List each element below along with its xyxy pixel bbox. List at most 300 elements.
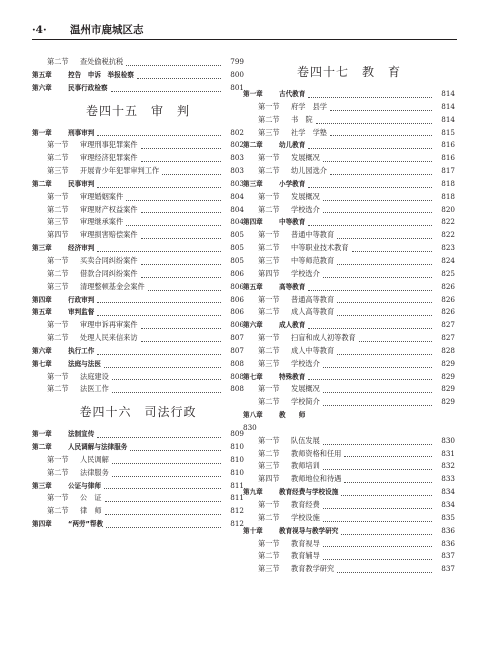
toc-row-page: 802 — [230, 140, 244, 150]
toc-row-label: 第一章 — [32, 128, 52, 137]
toc-row-title: 社学 学塾 — [291, 127, 327, 137]
dot-leader — [341, 534, 432, 535]
toc-row-label: 第二章 — [243, 141, 263, 150]
toc-row-label: 第一节 — [258, 101, 280, 111]
toc-row-label: 第一节 — [258, 230, 280, 240]
toc-row-title: 民事行政检察 — [68, 83, 108, 92]
toc-section-row[interactable] — [243, 383, 455, 396]
toc-row-label: 第五章 — [32, 70, 52, 79]
toc-section-row[interactable] — [243, 332, 455, 345]
toc-row-title: 处理人民来信来访 — [80, 333, 138, 343]
toc-row-title: 学校简介 — [291, 397, 320, 407]
toc-row-page: 810 — [230, 467, 244, 477]
toc-row-page: 831 — [441, 448, 455, 458]
toc-row-label: 第七章 — [243, 372, 263, 381]
toc-row-label: 第二节 — [258, 512, 280, 522]
toc-chapter-row[interactable] — [32, 345, 244, 358]
dot-leader — [308, 187, 432, 188]
toc-row-label: 第一章 — [32, 430, 52, 439]
toc-section-row[interactable] — [243, 268, 455, 281]
toc-section-row[interactable] — [32, 319, 244, 332]
toc-row-title: 行政审判 — [68, 295, 95, 304]
dot-leader — [337, 238, 432, 239]
toc-row-page: 803 — [230, 166, 244, 176]
toc-row-page: 829 — [441, 358, 455, 368]
dot-leader — [162, 174, 221, 175]
toc-row-label: 第一节 — [47, 371, 69, 381]
toc-section-row[interactable] — [243, 435, 455, 448]
toc-row-title: 教育视导 — [291, 538, 320, 548]
toc-row-label: 第二节 — [258, 551, 280, 561]
toc-row-label: 第二节 — [47, 506, 69, 516]
toc-section-row[interactable] — [243, 499, 455, 512]
toc-row-page: 805 — [230, 255, 244, 265]
toc-row-page: 836 — [441, 538, 455, 548]
toc-row-page: 825 — [441, 268, 455, 278]
toc-chapter-row[interactable] — [243, 281, 455, 294]
toc-row-title: 学校选介 — [291, 204, 320, 214]
toc-row-title: 律 师 — [80, 506, 102, 516]
toc-row-page: 826 — [441, 307, 455, 317]
toc-row-label: 第二节 — [47, 467, 69, 477]
toc-section-row[interactable] — [32, 56, 244, 69]
toc-row-page: 816 — [441, 153, 455, 163]
toc-row-title: 队伍发展 — [291, 435, 320, 445]
toc-row-title: 教育经费 — [291, 500, 320, 509]
toc-row-title: 教育视导与教学研究 — [279, 526, 339, 535]
dot-leader — [323, 200, 432, 201]
toc-row-page: 814 — [441, 89, 455, 98]
toc-row-label: 第三节 — [47, 217, 69, 227]
toc-section-row[interactable] — [32, 281, 244, 294]
dot-leader — [105, 501, 221, 502]
toc-section-row[interactable] — [243, 114, 455, 127]
toc-section-row[interactable] — [32, 152, 244, 165]
toc-section-row[interactable] — [32, 505, 244, 518]
toc-section-row[interactable] — [243, 255, 455, 268]
toc-row-page: 834 — [441, 487, 455, 497]
toc-row-label: 第二节 — [258, 397, 280, 407]
toc-row-page: 827 — [441, 333, 455, 343]
toc-chapter-row[interactable] — [243, 139, 455, 152]
toc-section-row[interactable] — [243, 191, 455, 204]
toc-row-page: 811 — [230, 493, 244, 503]
toc-group-vol45 — [32, 127, 244, 397]
toc-row-page: 811 — [230, 480, 244, 490]
toc-row-title: 书 院 — [291, 114, 313, 124]
toc-row-label: 第三节 — [258, 127, 280, 137]
toc-group-vol47a — [243, 88, 455, 409]
dot-leader — [112, 476, 221, 477]
toc-row-label: 第一节 — [47, 255, 69, 265]
toc-row-label: 第一节 — [47, 191, 69, 201]
toc-section-row[interactable] — [32, 165, 244, 178]
toc-row-label: 第一节 — [258, 191, 280, 201]
toc-row-page: 806 — [230, 307, 244, 317]
toc-section-row[interactable] — [32, 191, 244, 204]
toc-section-row[interactable] — [243, 460, 455, 473]
toc-section-row[interactable] — [243, 512, 455, 525]
toc-row-label: 第三节 — [47, 281, 69, 291]
toc-section-row[interactable] — [243, 306, 455, 319]
toc-chapter-row[interactable] — [32, 480, 244, 493]
toc-row-title: 公证与律师 — [68, 481, 101, 490]
toc-section-row[interactable] — [243, 448, 455, 461]
toc-section-row[interactable] — [243, 204, 455, 217]
toc-row-label: 第二节 — [47, 333, 69, 343]
toc-row-page: 837 — [441, 564, 455, 574]
toc-row-title: 民事审判 — [68, 179, 95, 188]
toc-row-title: 高等教育 — [279, 282, 306, 291]
toc-row-title: 法庭与法医 — [68, 359, 101, 368]
toc-row-label: 第一节 — [258, 435, 280, 445]
toc-row-page: 805 — [230, 243, 244, 253]
toc-chapter-row[interactable] — [32, 127, 244, 140]
toc-row-label: 第一章 — [243, 90, 263, 98]
toc-row-label: 第十章 — [243, 526, 263, 535]
dot-leader — [97, 354, 221, 355]
toc-section-row[interactable] — [243, 396, 455, 409]
dot-leader — [141, 148, 221, 149]
toc-row-label: 第二节 — [47, 268, 69, 278]
toc-row-title: 幼儿园选介 — [291, 166, 327, 176]
toc-row-page: 829 — [441, 371, 455, 381]
toc-row-title: 法医工作 — [80, 384, 109, 394]
toc-chapter-row[interactable] — [243, 371, 455, 384]
toc-row-label: 第三章 — [243, 179, 263, 188]
toc-row-title: 公 证 — [80, 493, 102, 503]
toc-row-label: 第七章 — [32, 359, 52, 368]
toc-chapter-row[interactable] — [243, 525, 455, 538]
toc-row-title: 发展概况 — [291, 153, 320, 163]
dot-leader — [308, 148, 432, 149]
dot-leader — [359, 341, 432, 342]
dot-leader — [97, 251, 221, 252]
toc-section-row[interactable] — [32, 255, 244, 268]
toc-row-title: “两劳”帮教 — [68, 520, 104, 529]
dot-leader — [323, 469, 432, 470]
toc-row-label: 第二章 — [32, 443, 52, 452]
page-header — [32, 22, 457, 37]
toc-row-title: 查处偷税抗税 — [80, 57, 124, 66]
toc-section-row[interactable] — [32, 454, 244, 467]
dot-leader — [104, 488, 221, 489]
toc-row-label: 第五章 — [243, 282, 263, 291]
toc-section-row[interactable] — [243, 165, 455, 178]
toc-row-title: 扫盲和成人初等教育 — [291, 333, 356, 343]
toc-row-label: 第三节 — [258, 255, 280, 265]
dot-leader — [126, 65, 221, 66]
toc-row-title: 普通中等教育 — [291, 230, 335, 240]
dot-leader — [330, 174, 432, 175]
toc-row-label: 第一节 — [258, 153, 280, 163]
toc-row-title: 府学 县学 — [291, 101, 327, 111]
toc-row-label: 第一节 — [47, 140, 69, 150]
toc-section-row[interactable] — [243, 229, 455, 242]
toc-row-title: 清理整顿基金会案件 — [80, 281, 145, 291]
toc-row-page: 808 — [230, 384, 244, 394]
dot-leader — [141, 264, 221, 265]
toc-chapter-row[interactable] — [243, 319, 455, 332]
toc-row-page: 805 — [230, 230, 244, 240]
toc-row-page: 816 — [441, 140, 455, 150]
toc-row-page: 807 — [230, 333, 244, 343]
toc-section-row[interactable] — [32, 229, 244, 242]
toc-row-label: 第八章 — [243, 411, 263, 420]
toc-group-vol47b — [243, 435, 455, 576]
toc-chapter-row[interactable] — [32, 306, 244, 319]
toc-row-page: 800 — [230, 69, 244, 79]
toc-section-row[interactable] — [243, 358, 455, 371]
toc-section-row[interactable] — [243, 127, 455, 140]
dot-leader — [97, 135, 221, 136]
toc-row-label: 第五章 — [32, 308, 52, 317]
toc-row-page: 828 — [441, 345, 455, 355]
toc-row-page: 829 — [441, 397, 455, 407]
toc-row-title: 法律服务 — [80, 467, 109, 477]
toc-chapter-row[interactable] — [32, 178, 244, 191]
dot-leader — [105, 514, 221, 515]
toc-row-label: 第六章 — [32, 83, 52, 92]
dot-leader — [337, 315, 432, 316]
dot-leader — [337, 302, 432, 303]
toc-row-page: 807 — [230, 345, 244, 355]
toc-row-page: 826 — [441, 281, 455, 291]
toc-row-label: 第二章 — [32, 179, 52, 188]
dot-leader — [352, 251, 432, 252]
toc-row-label: 第四节 — [258, 268, 280, 278]
dot-leader — [141, 212, 221, 213]
toc-row-page: 803 — [230, 153, 244, 163]
dot-leader — [106, 527, 221, 528]
dot-leader — [104, 367, 221, 368]
toc-section-row[interactable] — [243, 538, 455, 551]
toc-row-page: 822 — [441, 217, 455, 227]
toc-row-page: 818 — [441, 191, 455, 201]
dot-leader — [337, 354, 432, 355]
dot-leader — [97, 315, 221, 316]
toc-row-page-wrapped: 830 — [243, 422, 257, 432]
toc-row-label: 第四章 — [32, 520, 52, 529]
dot-leader — [308, 225, 432, 226]
toc-chapter-row-wrapped[interactable] — [243, 409, 455, 422]
dot-leader — [323, 521, 432, 522]
dot-leader — [323, 392, 432, 393]
toc-row-label: 第一节 — [47, 320, 69, 330]
volume-title-47: 卷四十七 教 育 — [296, 65, 401, 79]
toc-row-label: 第四节 — [47, 230, 69, 240]
toc-section-row[interactable] — [32, 216, 244, 229]
header-rule — [32, 39, 457, 40]
toc-row-page: 809 — [230, 429, 244, 439]
dot-leader — [112, 463, 221, 464]
toc-row-page: 830 — [441, 435, 455, 445]
dot-leader — [308, 328, 432, 329]
toc-row-title: 成人教育 — [279, 321, 306, 330]
dot-leader — [308, 97, 432, 98]
toc-row-label: 第二节 — [258, 114, 280, 124]
dot-leader — [337, 264, 432, 265]
toc-row-label: 第三节 — [47, 166, 69, 176]
dot-leader — [323, 367, 432, 368]
toc-row-title: 教育辅导 — [291, 551, 320, 561]
toc-row-page: 826 — [441, 294, 455, 304]
toc-row-title: 教师地位和待遇 — [291, 474, 342, 484]
dot-leader — [344, 482, 432, 483]
toc-chapter-row[interactable] — [32, 441, 244, 454]
toc-section-row[interactable] — [243, 345, 455, 358]
toc-right-column — [243, 56, 455, 576]
toc-row-page: 814 — [441, 101, 455, 111]
toc-row-title: 学校设施 — [291, 512, 320, 522]
dot-leader — [141, 328, 221, 329]
toc-row-label: 第二节 — [258, 307, 280, 317]
toc-row-title: 审判监督 — [68, 308, 95, 317]
toc-row-label: 第一节 — [258, 538, 280, 548]
toc-section-row[interactable] — [32, 268, 244, 281]
dot-leader — [323, 559, 432, 560]
toc-row-label: 第四章 — [32, 295, 52, 304]
toc-row-title: 发展概况 — [291, 191, 320, 201]
toc-row-title: 买卖合同纠纷案件 — [80, 255, 138, 265]
toc-row-title: 法庭建设 — [80, 371, 109, 381]
dot-leader — [148, 290, 221, 291]
toc-row-label: 第六章 — [243, 321, 263, 330]
toc-section-row[interactable] — [243, 563, 455, 576]
toc-row-page: 803 — [230, 178, 244, 188]
toc-row-title: 审理婚姻案件 — [80, 191, 124, 201]
toc-section-row[interactable] — [32, 467, 244, 480]
toc-chapter-row[interactable] — [32, 294, 244, 307]
toc-row-label: 第三节 — [258, 358, 280, 368]
toc-section-row[interactable] — [243, 152, 455, 165]
toc-section-row[interactable] — [32, 383, 244, 396]
toc-row-label: 第四章 — [243, 218, 263, 227]
dot-leader — [323, 508, 432, 509]
toc-row-label: 第三章 — [32, 481, 52, 490]
toc-row-page: 824 — [441, 255, 455, 265]
toc-row-page: 808 — [230, 371, 244, 381]
dot-leader — [141, 238, 221, 239]
page-number: ·4· — [32, 24, 47, 36]
toc-chapter-row[interactable] — [243, 88, 455, 101]
toc-row-title: 教 师 — [279, 411, 306, 420]
toc-row-title: 教师培训 — [291, 461, 320, 471]
toc-chapter-row[interactable] — [243, 216, 455, 229]
volume-title-46: 卷四十六 司法行政 — [79, 405, 197, 420]
dot-leader — [316, 123, 432, 124]
toc-row-page: 812 — [230, 506, 244, 516]
toc-row-page: 808 — [230, 358, 244, 368]
toc-row-label: 第一节 — [258, 384, 280, 394]
toc-section-row[interactable] — [32, 139, 244, 152]
toc-chapter-row[interactable] — [32, 428, 244, 441]
dot-leader — [323, 277, 432, 278]
toc-section-row[interactable] — [32, 371, 244, 384]
dot-leader — [97, 302, 221, 303]
toc-row-page: 806 — [230, 294, 244, 304]
toc-row-label: 第二节 — [47, 153, 69, 163]
toc-chapter-row[interactable] — [32, 69, 244, 82]
dot-leader — [130, 450, 221, 451]
toc-chapter-row[interactable] — [32, 242, 244, 255]
toc-row-page: 806 — [230, 320, 244, 330]
toc-row-page: 834 — [441, 500, 455, 509]
toc-row-title: 经济审判 — [68, 244, 95, 253]
dot-leader — [141, 161, 221, 162]
dot-leader — [137, 78, 221, 79]
toc-row-page: 799 — [230, 57, 244, 66]
toc-row-title: 普通高等教育 — [291, 294, 335, 304]
toc-section-row[interactable] — [32, 492, 244, 505]
toc-row-page: 822 — [441, 230, 455, 240]
toc-section-row[interactable] — [32, 332, 244, 345]
toc-row-title: 审理财产权益案件 — [80, 204, 138, 214]
dot-leader — [308, 290, 432, 291]
toc-row-title: 中等职业技术教育 — [291, 243, 349, 253]
toc-row-page: 810 — [230, 454, 244, 464]
toc-row-title: 教育教学研究 — [291, 564, 335, 574]
toc-section-row[interactable] — [243, 550, 455, 563]
toc-row-page: 835 — [441, 512, 455, 522]
toc-chapter-row[interactable] — [243, 486, 455, 499]
toc-row-title: 开展青少年犯罪审判工作 — [80, 166, 160, 176]
dot-leader — [341, 495, 432, 496]
dot-leader — [344, 456, 432, 457]
toc-section-row[interactable] — [243, 294, 455, 307]
toc-row-page: 804 — [230, 191, 244, 201]
toc-row-title: 学校选介 — [291, 358, 320, 368]
dot-leader — [97, 187, 221, 188]
toc-row-page: 810 — [230, 442, 244, 452]
toc-row-title: 中等教育 — [279, 218, 306, 227]
toc-row-label: 第二节 — [258, 166, 280, 176]
toc-section-row[interactable] — [243, 242, 455, 255]
toc-row-page: 817 — [441, 166, 455, 176]
toc-row-title: 借款合同纠纷案件 — [80, 268, 138, 278]
toc-row-title: 执行工作 — [68, 346, 95, 355]
toc-row-title: 幼儿教育 — [279, 141, 306, 150]
toc-row-title: 审理刑事犯罪案件 — [80, 140, 138, 150]
toc-row-label: 第二节 — [47, 57, 69, 66]
toc-section-row[interactable] — [32, 204, 244, 217]
toc-left-column — [32, 56, 244, 531]
toc-row-page: 823 — [441, 243, 455, 253]
toc-row-page: 801 — [230, 82, 244, 92]
toc-row-page: 818 — [441, 178, 455, 188]
toc-row-title: 小学教育 — [279, 179, 306, 188]
toc-row-label: 第二节 — [47, 384, 69, 394]
toc-section-row[interactable] — [243, 473, 455, 486]
dot-leader — [141, 277, 221, 278]
toc-row-label: 第一节 — [258, 294, 280, 304]
toc-row-page: 804 — [230, 217, 244, 227]
dot-leader — [323, 546, 432, 547]
toc-chapter-row[interactable] — [243, 178, 455, 191]
toc-row-page: 827 — [441, 320, 455, 330]
toc-row-page: 837 — [441, 551, 455, 561]
toc-chapter-row[interactable] — [32, 82, 244, 95]
toc-row-page: 836 — [441, 525, 455, 535]
toc-chapter-row[interactable] — [32, 358, 244, 371]
toc-section-row[interactable] — [243, 101, 455, 114]
dot-leader — [330, 110, 432, 111]
toc-row-label: 第一节 — [258, 500, 280, 509]
toc-row-title: 教师资格和任用 — [291, 448, 342, 458]
toc-chapter-row[interactable] — [32, 518, 244, 531]
toc-row-page: 829 — [441, 384, 455, 394]
toc-row-page: 804 — [230, 204, 244, 214]
